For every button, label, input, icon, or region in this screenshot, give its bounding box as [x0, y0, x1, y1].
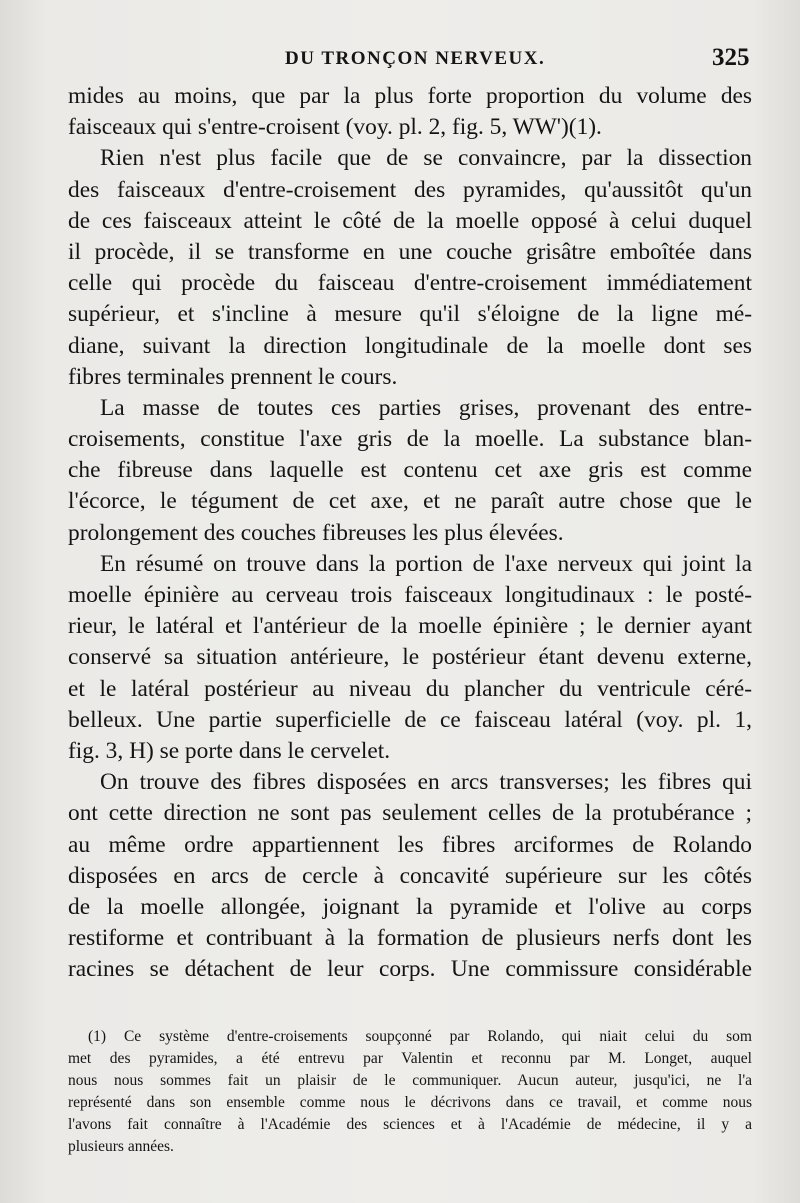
text-line: mides au moins, que par la plus forte proportion du volume des [68, 83, 752, 109]
text-line: belleux. Une partie superficielle de ce faisceau latéral (voy. pl. 1, [68, 706, 752, 733]
footnote-line: représenté dans son ensemble comme nous le décrivons dans ce travail, et comme nous [68, 1094, 752, 1111]
text-line: il procède, il se transforme en une couche grisâtre emboîtée dans [68, 238, 752, 265]
footnote-line: met des pyramides, a été entrevu par Valentin et reconnu par M. Longet, auquel [68, 1050, 752, 1067]
paragraph-first-line: On trouve des fibres disposées en arcs transverses; les fibres qui [100, 769, 752, 796]
footnote-line: nous nous sommes fait un plaisir de le communiquer. Aucun auteur, jusqu'ici, ne l'a [68, 1072, 752, 1089]
page-number: 325 [712, 44, 750, 71]
footnote-line: plusieurs années. [68, 1138, 174, 1155]
text-line: celle qui procède du faisceau d'entre-croisement immédiatement [68, 270, 752, 297]
text-line: de la moelle allongée, joignant la pyramide et l'olive au corps [68, 893, 752, 920]
text-line: l'écorce, le tégument de cet axe, et ne paraît autre chose que le [68, 488, 752, 515]
text-line: ont cette direction ne sont pas seulement celles de la protubérance ; [68, 800, 752, 827]
paragraph-first-line: La masse de toutes ces parties grises, provenant des entre- [100, 394, 752, 421]
text-line: diane, suivant la direction longitudinale de la moelle dont ses [68, 332, 752, 359]
text-line: des faisceaux d'entre-croisement des pyramides, qu'aussitôt qu'un [68, 176, 752, 203]
paragraph-first-line: Rien n'est plus facile que de se convaincre, par la dissection [100, 145, 752, 172]
text-line: che fibreuse dans laquelle est contenu cet axe gris est comme [68, 457, 752, 484]
text-line: rieur, le latéral et l'antérieur de la moelle épinière ; le dernier ayant [68, 613, 752, 640]
text-line: de ces faisceaux atteint le côté de la moelle opposé à celui duquel [68, 207, 752, 234]
text-line: racines se détachent de leur corps. Une commissure considérable [68, 956, 752, 983]
running-head [0, 44, 800, 78]
body-text [68, 81, 752, 985]
text-line: faisceaux qui s'entre-croisent (voy. pl. 2, fig. 5, WW')(1). [68, 114, 602, 141]
running-title: DU TRONÇON NERVEUX. [285, 48, 546, 69]
text-line: restiforme et contribuant à la formation de plusieurs nerfs dont les [68, 925, 752, 952]
text-line: fig. 3, H) se porte dans le cervelet. [68, 737, 391, 764]
text-line: conservé sa situation antérieure, le postérieur étant devenu externe, [68, 644, 752, 671]
paragraph-first-line: En résumé on trouve dans la portion de l'axe nerveux qui joint la [100, 550, 752, 577]
text-line: disposées en arcs de cercle à concavité supérieure sur les côtés [68, 862, 752, 889]
text-line: au même ordre appartiennent les fibres arciformes de Rolando [68, 831, 752, 858]
footnote-line: l'avons fait connaître à l'Académie des sciences et à l'Académie de médecine, il y a [68, 1116, 752, 1133]
footnote-line: (1) Ce système d'entre-croisements soupçonné par Rolando, qui niait celui du som [88, 1028, 752, 1045]
footnote [68, 1026, 752, 1158]
text-line: prolongement des couches fibreuses les plus élevées. [68, 519, 564, 546]
text-line: et le latéral postérieur au niveau du plancher du ventricule céré- [68, 675, 752, 702]
text-line: moelle épinière au cerveau trois faisceaux longitudinaux : le posté- [68, 582, 752, 608]
text-line: croisements, constitue l'axe gris de la moelle. La substance blan- [68, 426, 752, 453]
text-line: fibres terminales prennent le cours. [68, 363, 398, 390]
text-line: supérieur, et s'incline à mesure qu'il s'éloigne de la ligne mé- [68, 301, 752, 328]
